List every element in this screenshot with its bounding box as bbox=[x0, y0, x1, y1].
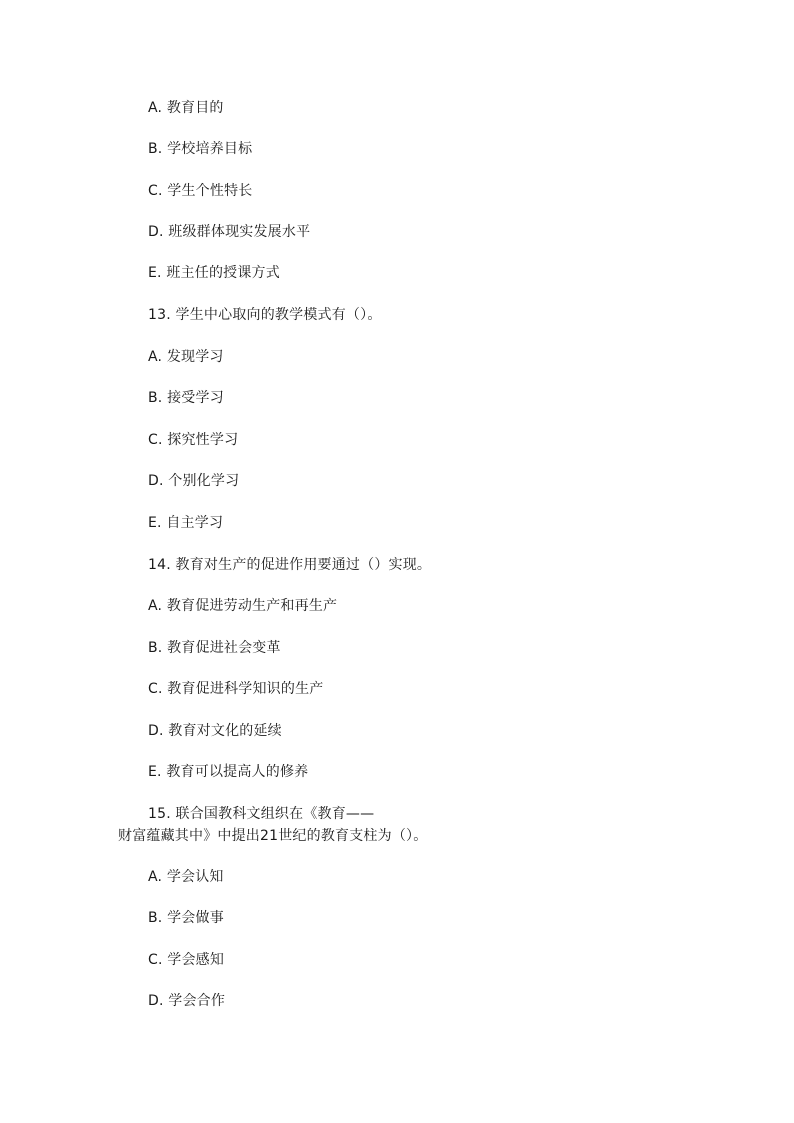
question-15: 15. 联合国教科文组织在《教育—— bbox=[148, 806, 375, 822]
option-b-line: B. 教育促进社会变革 bbox=[148, 640, 281, 656]
option-b-line: B. 接受学习 bbox=[148, 390, 224, 406]
option-a-line: A. 发现学习 bbox=[148, 349, 224, 365]
option-a-line: A. 教育目的 bbox=[148, 100, 224, 116]
option-c-line: C. 探究性学习 bbox=[148, 432, 239, 448]
option-b-line: B. 学校培养目标 bbox=[148, 141, 253, 157]
option-c-line: C. 学生个性特长 bbox=[148, 183, 253, 199]
option-e-line: E. 班主任的授课方式 bbox=[148, 265, 280, 281]
option-b-line: B. 学会做事 bbox=[148, 910, 224, 926]
option-d-line: D. 学会合作 bbox=[148, 993, 226, 1009]
option-c-line: C. 教育促进科学知识的生产 bbox=[148, 681, 324, 697]
option-d-line: D. 个别化学习 bbox=[148, 473, 240, 489]
option-c-line: C. 学会感知 bbox=[148, 952, 225, 968]
question-14: 14. 教育对生产的促进作用要通过（）实现。 bbox=[148, 557, 432, 573]
option-e-line: E. 教育可以提高人的修养 bbox=[148, 764, 309, 780]
option-d-line: D. 班级群体现实发展水平 bbox=[148, 224, 311, 240]
option-a-line: A. 教育促进劳动生产和再生产 bbox=[148, 598, 338, 614]
option-a-line: A. 学会认知 bbox=[148, 869, 224, 885]
question-13: 13. 学生中心取向的教学模式有（）。 bbox=[148, 307, 382, 323]
option-e-line: E. 自主学习 bbox=[148, 515, 224, 531]
question-15-continuation: 财富蕴藏其中》中提出21世纪的教育支柱为（）。 bbox=[118, 828, 428, 844]
option-d-line: D. 教育对文化的延续 bbox=[148, 723, 282, 739]
